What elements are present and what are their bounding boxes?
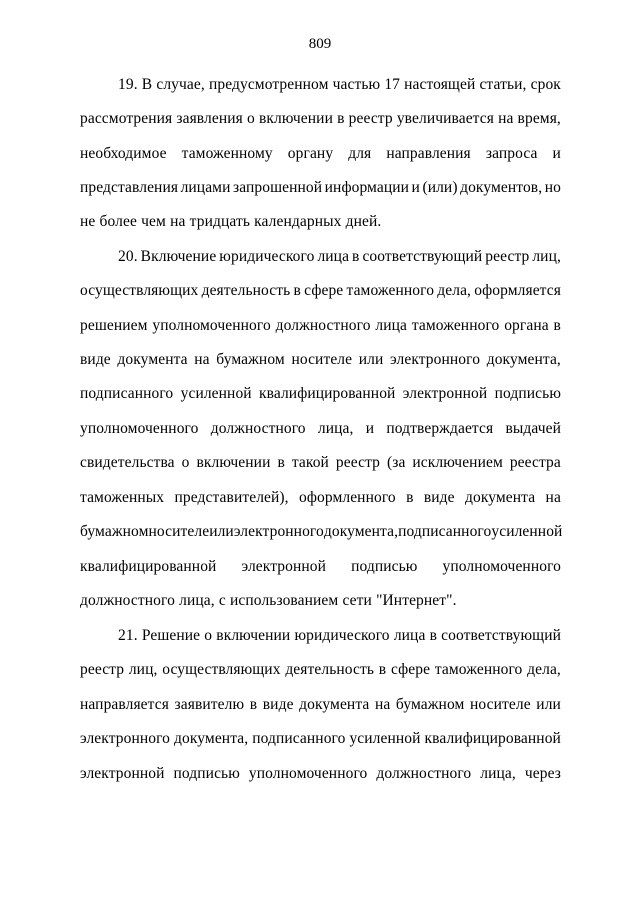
text-line: таможенных представителей), оформленного в виде документа на xyxy=(80,489,561,506)
text-line: уполномоченного должностного лица, и подтверждается выдачей xyxy=(80,420,561,437)
text-line: квалифицированной электронной подписью уполномоченного xyxy=(80,558,561,575)
text-line: свидетельства о включении в такой реестр (за исключением реестра xyxy=(80,454,561,471)
text-line: электронной подписью уполномоченного должностного лица, через xyxy=(80,765,561,782)
text-line: реестр лиц, осуществляющих деятельность в сфере таможенного дела, xyxy=(80,661,561,678)
text-line: осуществляющих деятельность в сфере таможенного дела, оформляется xyxy=(80,282,561,299)
text-line: решением уполномоченного должностного лица таможенного органа в xyxy=(80,317,561,334)
text-line: представления лицами запрошенной информации и (или) документов, но xyxy=(80,179,561,196)
page-number: 809 xyxy=(308,36,332,52)
text-line: 19. В случае, предусмотренном частью 17 настоящей статьи, срок xyxy=(118,76,561,93)
text-line: рассмотрения заявления о включении в реестр увеличивается на время, xyxy=(80,110,561,127)
text-line: подписанного усиленной квалифицированной электронной подписью xyxy=(80,385,561,402)
text-line: электронного документа, подписанного усиленной квалифицированной xyxy=(80,730,561,747)
text-line: 21. Решение о включении юридического лица в соответствующий xyxy=(118,627,561,644)
text-line: 20. Включение юридического лица в соответствующий реестр лиц, xyxy=(118,248,561,265)
text-line: виде документа на бумажном носителе или электронного документа, xyxy=(80,351,561,368)
text-line: не более чем на тридцать календарных дней. xyxy=(80,213,382,230)
text-line: направляется заявителю в виде документа на бумажном носителе или xyxy=(80,696,561,713)
text-line: бумажном носителе или электронного документа, подписанного усиленной xyxy=(80,523,563,540)
text-line: должностного лица, с использованием сети "Интернет". xyxy=(80,592,457,609)
text-line: необходимое таможенному органу для направления запроса и xyxy=(80,145,561,162)
